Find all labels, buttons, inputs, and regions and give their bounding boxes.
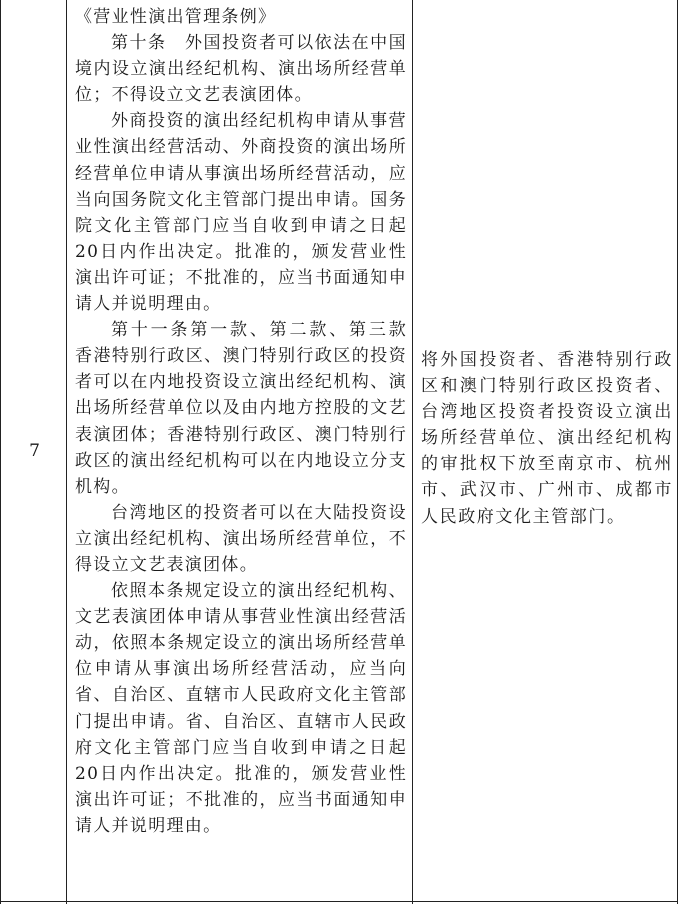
reform-content-text: 将外国投资者、香港特别行政区和澳门特别行政区投资者、台湾地区投资者投资设立演出场所经营单位、演出经纪机构的审批权下放至南京市、杭州市、武汉市、广州市、成都市人民政府文化主管部门。 (421, 350, 673, 527)
article-10-paragraph: 第十条 外国投资者可以依法在中国境内设立演出经纪机构、演出场所经营单位；不得设立文艺表演团体。 (75, 33, 407, 106)
legal-basis-text (75, 4, 426, 839)
row-number-cell (0, 0, 67, 904)
article-11-paragraph: 第十一条第一款、第二款、第三款 香港特别行政区、澳门特别行政区的投资者可以在内地投资设立演出经纪机构、演出场所经营单位以及由内地方控股的文艺表演团体；香港特别行政区、澳门特别行政区的演出经纪机构可以在内地设立分支机构。 (75, 320, 426, 497)
provincial-approval-paragraph: 依照本条规定设立的演出经纪机构、文艺表演团体申请从事营业性演出经营活动，依照本条规定设立的演出场所经营单位申请从事演出场所经营活动，应当向省、自治区、直辖市人民政府文化主管部门提出申请。省、自治区、直辖市人民政府文化主管部门应当自收到申请之日起20日内作出决定。批准的，颁发营业性演出许可证；不批准的，应当书面通知申请人并说明理由。 (75, 581, 407, 836)
row-number: 7 (29, 441, 40, 461)
taiwan-investor-paragraph: 台湾地区的投资者可以在大陆投资设立演出经纪机构、演出场所经营单位，不得设立文艺表演团体。 (75, 502, 407, 575)
regulation-title: 《营业性演出管理条例》 (75, 7, 277, 27)
reform-content-cell (413, 0, 678, 904)
foreign-investment-approval-paragraph: 外商投资的演出经纪机构申请从事营业性演出经营活动、外商投资的演出场所经营单位申请从事演出场所经营活动，应当向国务院文化主管部门提出申请。国务院文化主管部门应当自收到申请之日起20日内作出决定。批准的，颁发营业性演出许可证；不批准的，应当书面通知申请人并说明理由。 (75, 111, 407, 315)
table-bottom-border (0, 901, 678, 902)
legal-basis-cell (67, 0, 426, 904)
